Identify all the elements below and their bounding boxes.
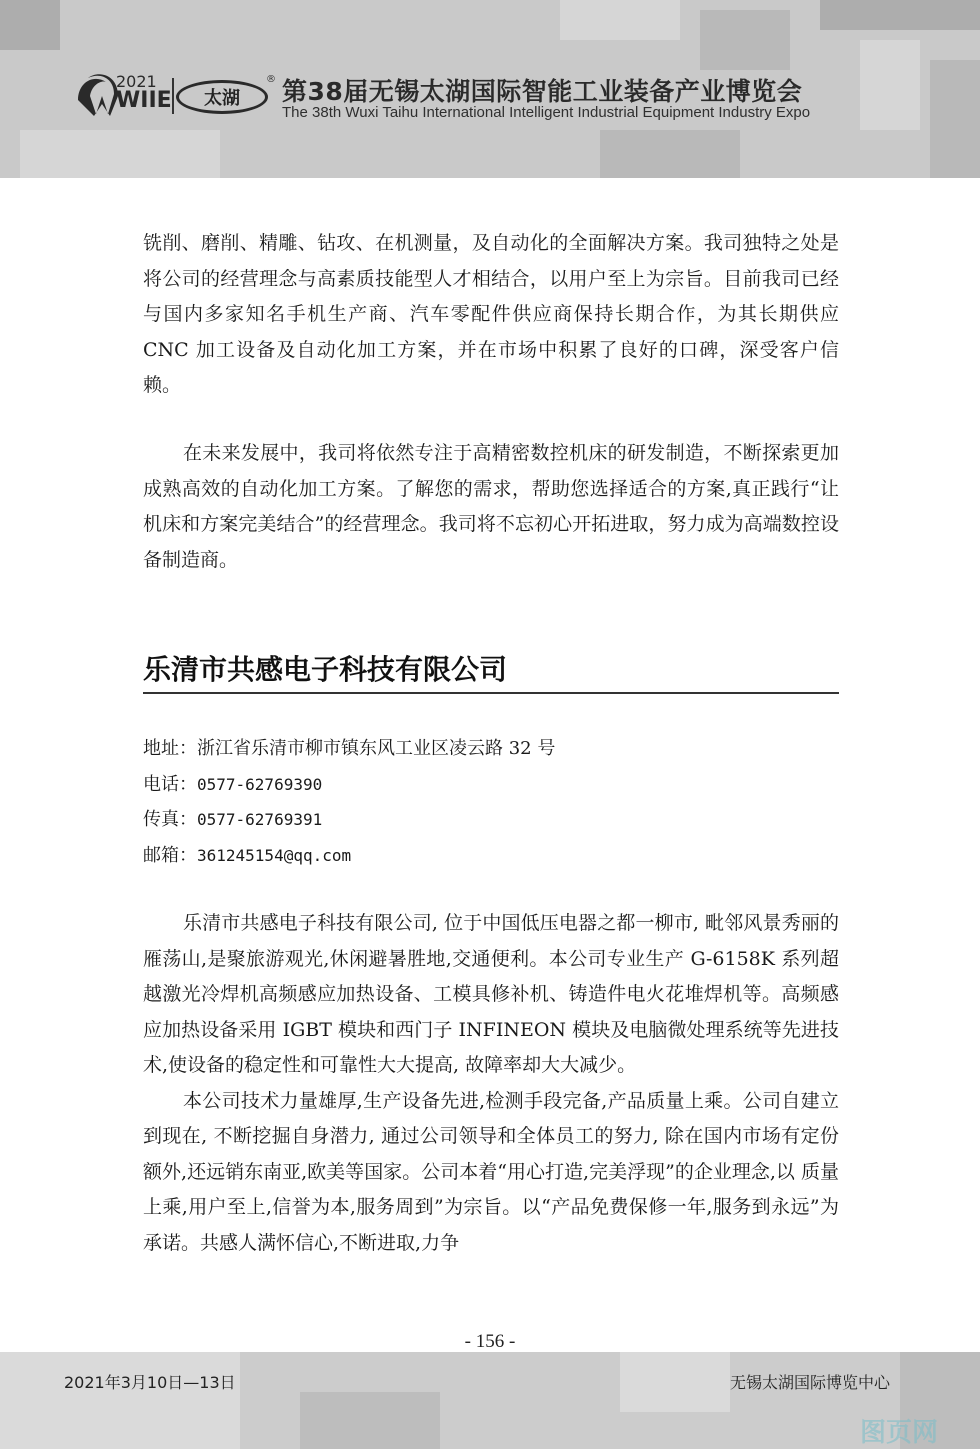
contact-address bbox=[143, 731, 839, 767]
expo-subtitle: The 38th Wuxi Taihu International Intelligent Industrial Equipment Industry Expo bbox=[282, 104, 811, 121]
intro-paragraph-2: 在未来发展中，我司将依然专注于高精密数控机床的研发制造，不断探索更加成熟高效的自动化加工方案。了解您的需求，帮助您选择适合的方案,真正践行“让机床和方案完美结合”的经营理念。我司将不忘初心开拓进取，努力成为高端数控设备制造商。 bbox=[143, 442, 839, 571]
watermark-text: 图页网 bbox=[860, 1418, 939, 1448]
taihu-logo-text: 太湖 bbox=[204, 88, 240, 109]
email-label: 邮箱： bbox=[143, 844, 197, 866]
fax-value: 0577-62769391 bbox=[197, 810, 323, 829]
contact-email bbox=[143, 838, 839, 874]
company-description bbox=[143, 906, 839, 1261]
logo-divider bbox=[172, 78, 174, 114]
address-value: 浙江省乐清市柳市镇东风工业区凌云路 32 号 bbox=[197, 738, 556, 759]
phone-value: 0577-62769390 bbox=[197, 774, 323, 794]
footer-date: 2021年3月10日—13日 bbox=[64, 1373, 236, 1392]
page-number: - 156 - bbox=[464, 1331, 516, 1352]
intro-paragraph-1: 铣削、磨削、精雕、钻攻、在机测量，及自动化的全面解决方案。我司独特之处是将公司的经营理念与高素质技能型人才相结合，以用户至上为宗旨。目前我司已经与国内多家知名手机生产商、汽车零配件供应商保持长期合作，为其长期供应 CNC 加工设备及自动化加工方案，并在市场中积累了良好的口碑，深受客户信赖。 bbox=[143, 232, 839, 396]
registered-mark: ® bbox=[266, 74, 276, 85]
intro-section bbox=[143, 226, 839, 404]
logo-year: 2021 bbox=[116, 72, 157, 91]
company-paragraph-1: 乐清市共感电子科技有限公司, 位于中国低压电器之都一柳市, 毗邻风景秀丽的雁荡山,是聚旅游观光,休闲避暑胜地,交通便利。本公司专业生产 G-6158K 系列超越激光冷焊机高频感应加热设备、工模具修补机、铸造件电火花堆焊机等。高频感应加热设备采用 IGBT 模块和西门子 INFINEON 模块及电脑微处理系统等先进技术,使设备的稳定性和可靠性大大提高, 故障率却大大减少。 bbox=[143, 912, 839, 1076]
contact-block bbox=[143, 731, 839, 873]
logo-text: WIIE bbox=[116, 88, 172, 113]
footer-banner bbox=[0, 1352, 980, 1449]
expo-title: 第38届无锡太湖国际智能工业装备产业博览会 bbox=[282, 77, 803, 106]
email-value: 361245154@qq.com bbox=[197, 845, 352, 865]
company-paragraph-2: 本公司技术力量雄厚,生产设备先进,检测手段完备,产品质量上乘。公司自建立 到现在, 不断挖掘自身潜力, 通过公司领导和全体员工的努力, 除在国内市场有定份额外,还远销东南亚,欧美等国家。公司本着“用心打造,完美浮现”的企业理念,以 质量上乘,用户至上,信誉为本,服务周到”为宗旨。以“产品免费保修一年,服务到永远”为承诺。共感人满怀信心,不断进取,力争 bbox=[143, 1089, 839, 1254]
header-banner bbox=[0, 0, 980, 178]
contact-fax bbox=[143, 802, 839, 838]
taihu-logo bbox=[176, 80, 268, 114]
company-title: 乐清市共感电子科技有限公司 bbox=[143, 653, 508, 686]
footer-venue: 无锡太湖国际博览中心 bbox=[730, 1373, 891, 1392]
intro-section-2 bbox=[143, 436, 839, 578]
fax-label: 传真： bbox=[143, 809, 197, 830]
title-underline bbox=[143, 692, 839, 694]
address-label: 地址： bbox=[143, 738, 197, 759]
phone-label: 电话： bbox=[143, 773, 197, 795]
contact-phone bbox=[143, 767, 839, 803]
